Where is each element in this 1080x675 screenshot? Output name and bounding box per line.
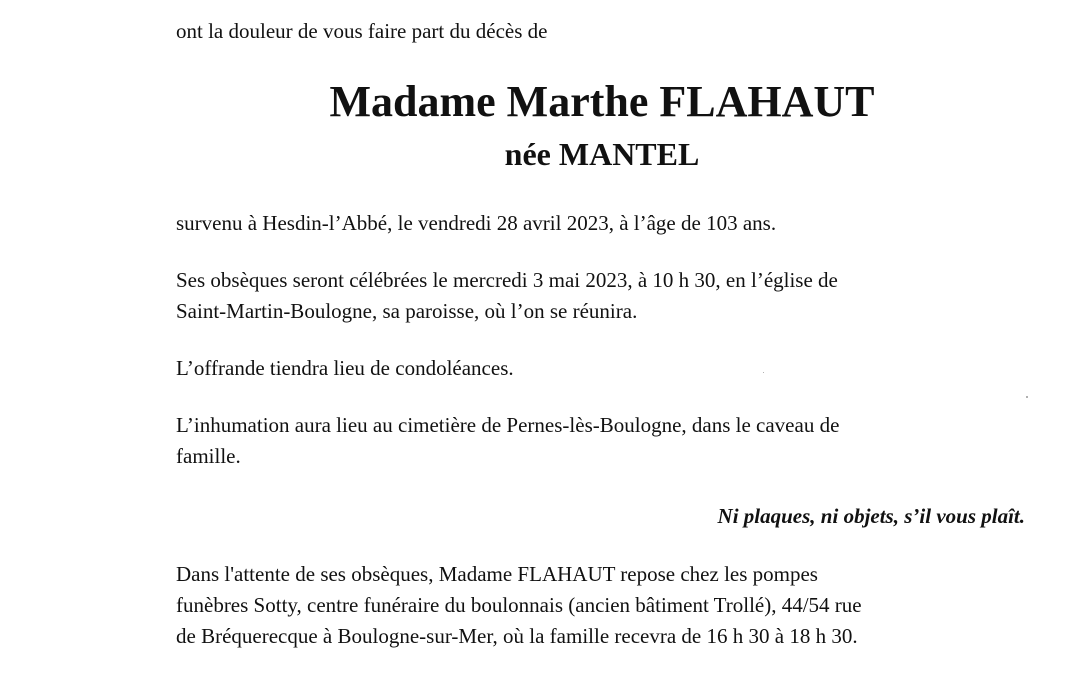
no-flowers-request: Ni plaques, ni objets, s’il vous plaît. (717, 504, 1025, 528)
funeral-line-1: Ses obsèques seront célébrées le mercredi 3 mai 2023, à 10 h 30, en l’église de (176, 268, 838, 292)
funeral-line-2: Saint-Martin-Boulogne, sa paroisse, où l’on se réunira. (176, 299, 638, 323)
wake-line-3: de Bréquerecque à Boulogne-sur-Mer, où la famille recevra de 16 h 30 à 18 h 30. (176, 624, 858, 648)
funeral-paragraph (176, 265, 838, 327)
maiden-name: née MANTEL (504, 136, 700, 172)
scan-speck (1026, 396, 1028, 398)
intro-line: ont la douleur de vous faire part du décès de (176, 19, 548, 43)
burial-line-1: L’inhumation aura lieu au cimetière de Pernes-lès-Boulogne, dans le caveau de (176, 413, 840, 437)
burial-paragraph (176, 410, 839, 472)
deceased-name: Madame Marthe FLAHAUT (329, 77, 875, 126)
wake-paragraph (176, 559, 862, 652)
offering-line: L’offrande tiendra lieu de condoléances. (176, 356, 514, 380)
scan-speck (763, 372, 764, 373)
wake-line-1: Dans l'attente de ses obsèques, Madame FLAHAUT repose chez les pompes (176, 562, 818, 586)
wake-line-2: funèbres Sotty, centre funéraire du boulonnais (ancien bâtiment Trollé), 44/54 rue (176, 593, 862, 617)
burial-line-2: famille. (176, 444, 241, 468)
death-notice: survenu à Hesdin-l’Abbé, le vendredi 28 avril 2023, à l’âge de 103 ans. (176, 211, 777, 235)
